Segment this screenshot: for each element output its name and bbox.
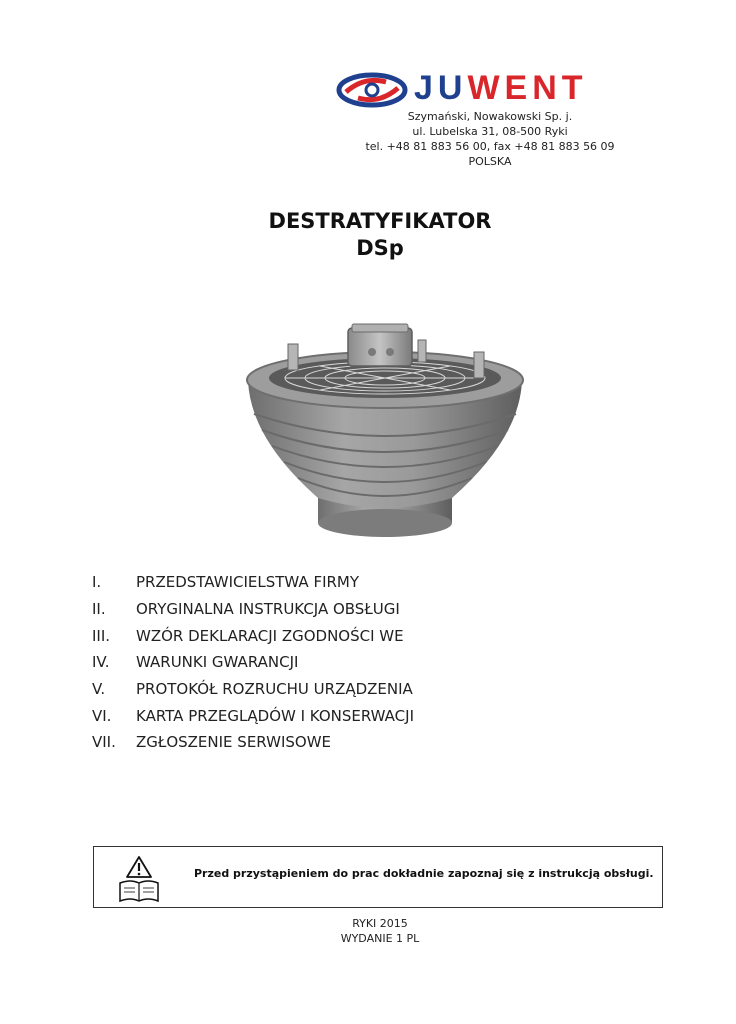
toc-item-number: I. xyxy=(92,573,102,592)
toc-item-label: ZGŁOSZENIE SERWISOWE xyxy=(136,733,332,752)
toc-item xyxy=(92,596,592,623)
document-title xyxy=(180,208,580,262)
company-street: ul. Lubelska 31, 08-500 Ryki xyxy=(412,125,568,138)
toc-item-number: IV. xyxy=(92,653,110,672)
toc-item-label: PROTOKÓŁ ROZRUCHU URZĄDZENIA xyxy=(136,680,413,699)
warning-notice-box xyxy=(93,846,663,908)
footer-place-year: RYKI 2015 xyxy=(352,917,408,930)
logo-emblem-icon xyxy=(336,66,408,114)
brand-wordmark xyxy=(414,68,588,108)
destratifier-fan-unit-icon xyxy=(240,318,530,548)
company-phone: tel. +48 81 883 56 00, fax +48 81 883 56 09 xyxy=(365,140,615,153)
toc-item-number: II. xyxy=(92,600,106,619)
document-footer xyxy=(280,916,480,946)
toc-item-label: KARTA PRZEGLĄDÓW I KONSERWACJI xyxy=(136,706,414,725)
toc-item-label: WZÓR DEKLARACJI ZGODNOŚCI WE xyxy=(136,626,404,645)
footer-edition: WYDANIE 1 PL xyxy=(340,932,420,945)
toc-item xyxy=(92,569,592,596)
company-name: Szymański, Nowakowski Sp. j. xyxy=(407,110,573,123)
title-line1: DESTRATYFIKATOR xyxy=(268,209,492,233)
toc-item-number: III. xyxy=(92,626,111,645)
brand-name-part1: JU xyxy=(414,69,468,107)
toc-item xyxy=(92,676,592,703)
toc-item-number: VI. xyxy=(92,706,112,725)
company-address xyxy=(300,109,680,169)
toc-item-label: ORYGINALNA INSTRUKCJA OBSŁUGI xyxy=(136,600,400,619)
table-of-contents xyxy=(92,569,592,756)
toc-item xyxy=(92,729,592,756)
toc-item-label: PRZEDSTAWICIELSTWA FIRMY xyxy=(136,573,360,592)
toc-item-number: VII. xyxy=(92,733,116,752)
brand-name-part2: WENT xyxy=(467,69,588,107)
product-image xyxy=(240,318,530,548)
toc-item xyxy=(92,649,592,676)
toc-item xyxy=(92,622,592,649)
company-country: POLSKA xyxy=(468,155,512,168)
warning-manual-icon xyxy=(116,855,162,903)
brand-logo xyxy=(336,66,668,114)
title-line2: DSp xyxy=(356,236,404,260)
toc-item-number: V. xyxy=(92,680,106,699)
warning-notice-text: Przed przystąpieniem do prac dokładnie zapoznaj się z instrukcją obsługi. xyxy=(194,867,654,880)
toc-item-label: WARUNKI GWARANCJI xyxy=(136,653,299,672)
toc-item xyxy=(92,702,592,729)
